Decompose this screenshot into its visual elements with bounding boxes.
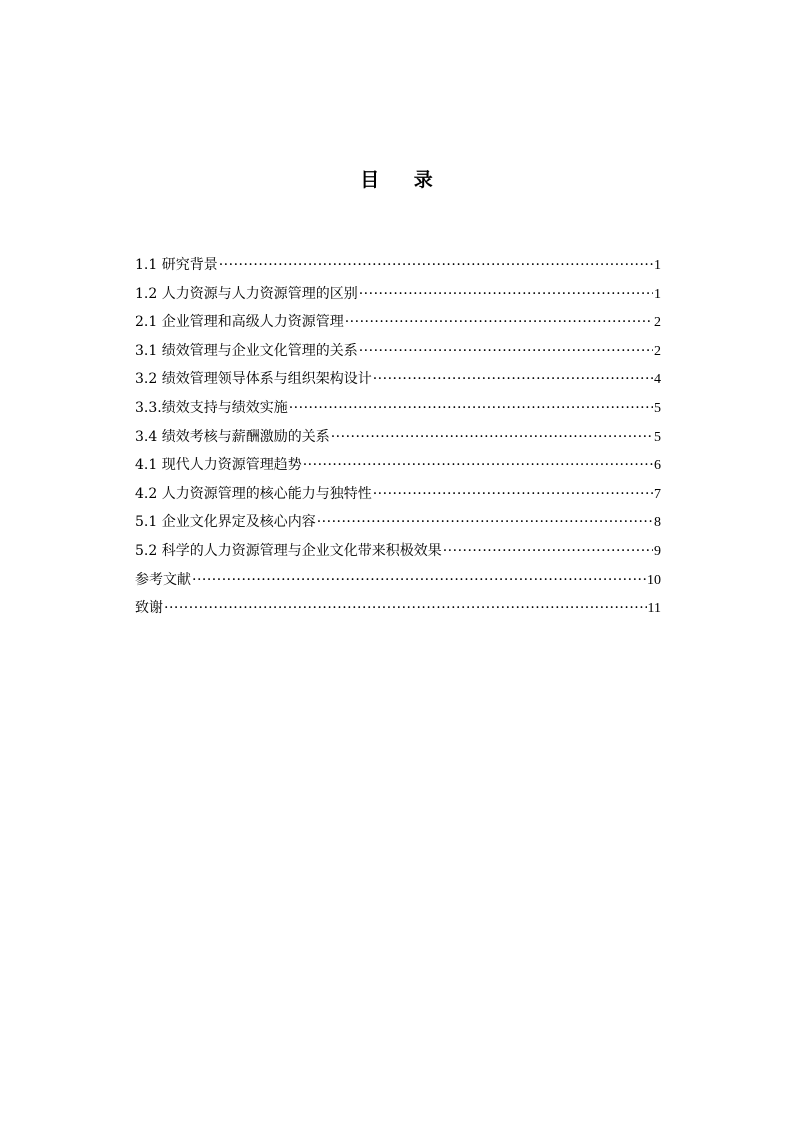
toc-dot-leader xyxy=(164,596,647,620)
toc-dot-leader xyxy=(331,425,653,449)
toc-dot-leader xyxy=(219,253,653,277)
toc-entry-3-1[interactable] xyxy=(135,339,661,368)
toc-entry-page: 6 xyxy=(654,458,661,474)
toc-dot-leader xyxy=(359,339,653,363)
toc-entry-label: 4.2 人力资源管理的核心能力与独特性 xyxy=(135,485,372,502)
toc-entry-label: 3.4 绩效考核与薪酬激励的关系 xyxy=(135,428,330,445)
toc-entry-references[interactable] xyxy=(135,568,661,597)
toc-dot-leader xyxy=(345,310,653,334)
toc-entry-page: 5 xyxy=(654,400,661,416)
toc-entry-label: 4.1 现代人力资源管理趋势 xyxy=(135,457,302,474)
toc-dot-leader xyxy=(303,453,653,477)
toc-dot-leader xyxy=(373,482,653,506)
toc-entry-4-2[interactable] xyxy=(135,482,661,511)
toc-entry-label: 3.3.绩效支持与绩效实施 xyxy=(135,399,288,416)
toc-entry-1-2[interactable] xyxy=(135,282,661,311)
toc-dot-leader xyxy=(192,568,646,592)
toc-entry-label: 3.2 绩效管理领导体系与组织架构设计 xyxy=(135,371,372,388)
toc-entry-page: 11 xyxy=(647,601,661,617)
toc-entry-2-1[interactable] xyxy=(135,310,661,339)
toc-entry-1-1[interactable] xyxy=(135,253,661,282)
toc-dot-leader xyxy=(443,539,653,563)
toc-entry-label: 1.2 人力资源与人力资源管理的区别 xyxy=(135,285,358,302)
toc-entry-3-3[interactable] xyxy=(135,396,661,425)
toc-entry-page: 1 xyxy=(654,258,661,273)
toc-entry-page: 1 xyxy=(654,286,661,302)
toc-entry-5-2[interactable] xyxy=(135,539,661,568)
toc-dot-leader xyxy=(317,510,653,534)
toc-entry-label: 1.1 研究背景 xyxy=(135,257,218,273)
page-title: 目 录 xyxy=(360,169,447,191)
toc-entry-3-4[interactable] xyxy=(135,425,661,454)
toc-entry-5-1[interactable] xyxy=(135,510,661,539)
toc-entry-page: 8 xyxy=(654,515,661,531)
toc-entry-acknowledgements[interactable] xyxy=(135,596,661,625)
toc-entry-page: 9 xyxy=(654,543,661,559)
toc-dot-leader xyxy=(359,282,653,306)
toc-entry-label: 2.1 企业管理和高级人力资源管理 xyxy=(135,314,344,331)
toc-entry-3-2[interactable] xyxy=(135,367,661,396)
toc-entry-label: 5.2 科学的人力资源管理与企业文化带来积极效果 xyxy=(135,542,442,559)
toc-entry-page: 5 xyxy=(654,429,661,445)
table-of-contents xyxy=(135,253,661,625)
toc-entry-label: 参考文献 xyxy=(135,571,191,588)
toc-entry-label: 3.1 绩效管理与企业文化管理的关系 xyxy=(135,342,358,359)
toc-entry-page: 7 xyxy=(654,486,661,502)
toc-entry-page: 4 xyxy=(654,372,661,388)
toc-entry-page: 2 xyxy=(654,343,661,359)
toc-entry-label: 5.1 企业文化界定及核心内容 xyxy=(135,514,316,531)
toc-entry-page: 2 xyxy=(654,315,661,331)
toc-entry-page: 10 xyxy=(647,572,661,588)
toc-dot-leader xyxy=(289,396,653,420)
toc-entry-label: 致谢 xyxy=(135,600,163,617)
toc-dot-leader xyxy=(373,367,653,391)
toc-entry-4-1[interactable] xyxy=(135,453,661,482)
